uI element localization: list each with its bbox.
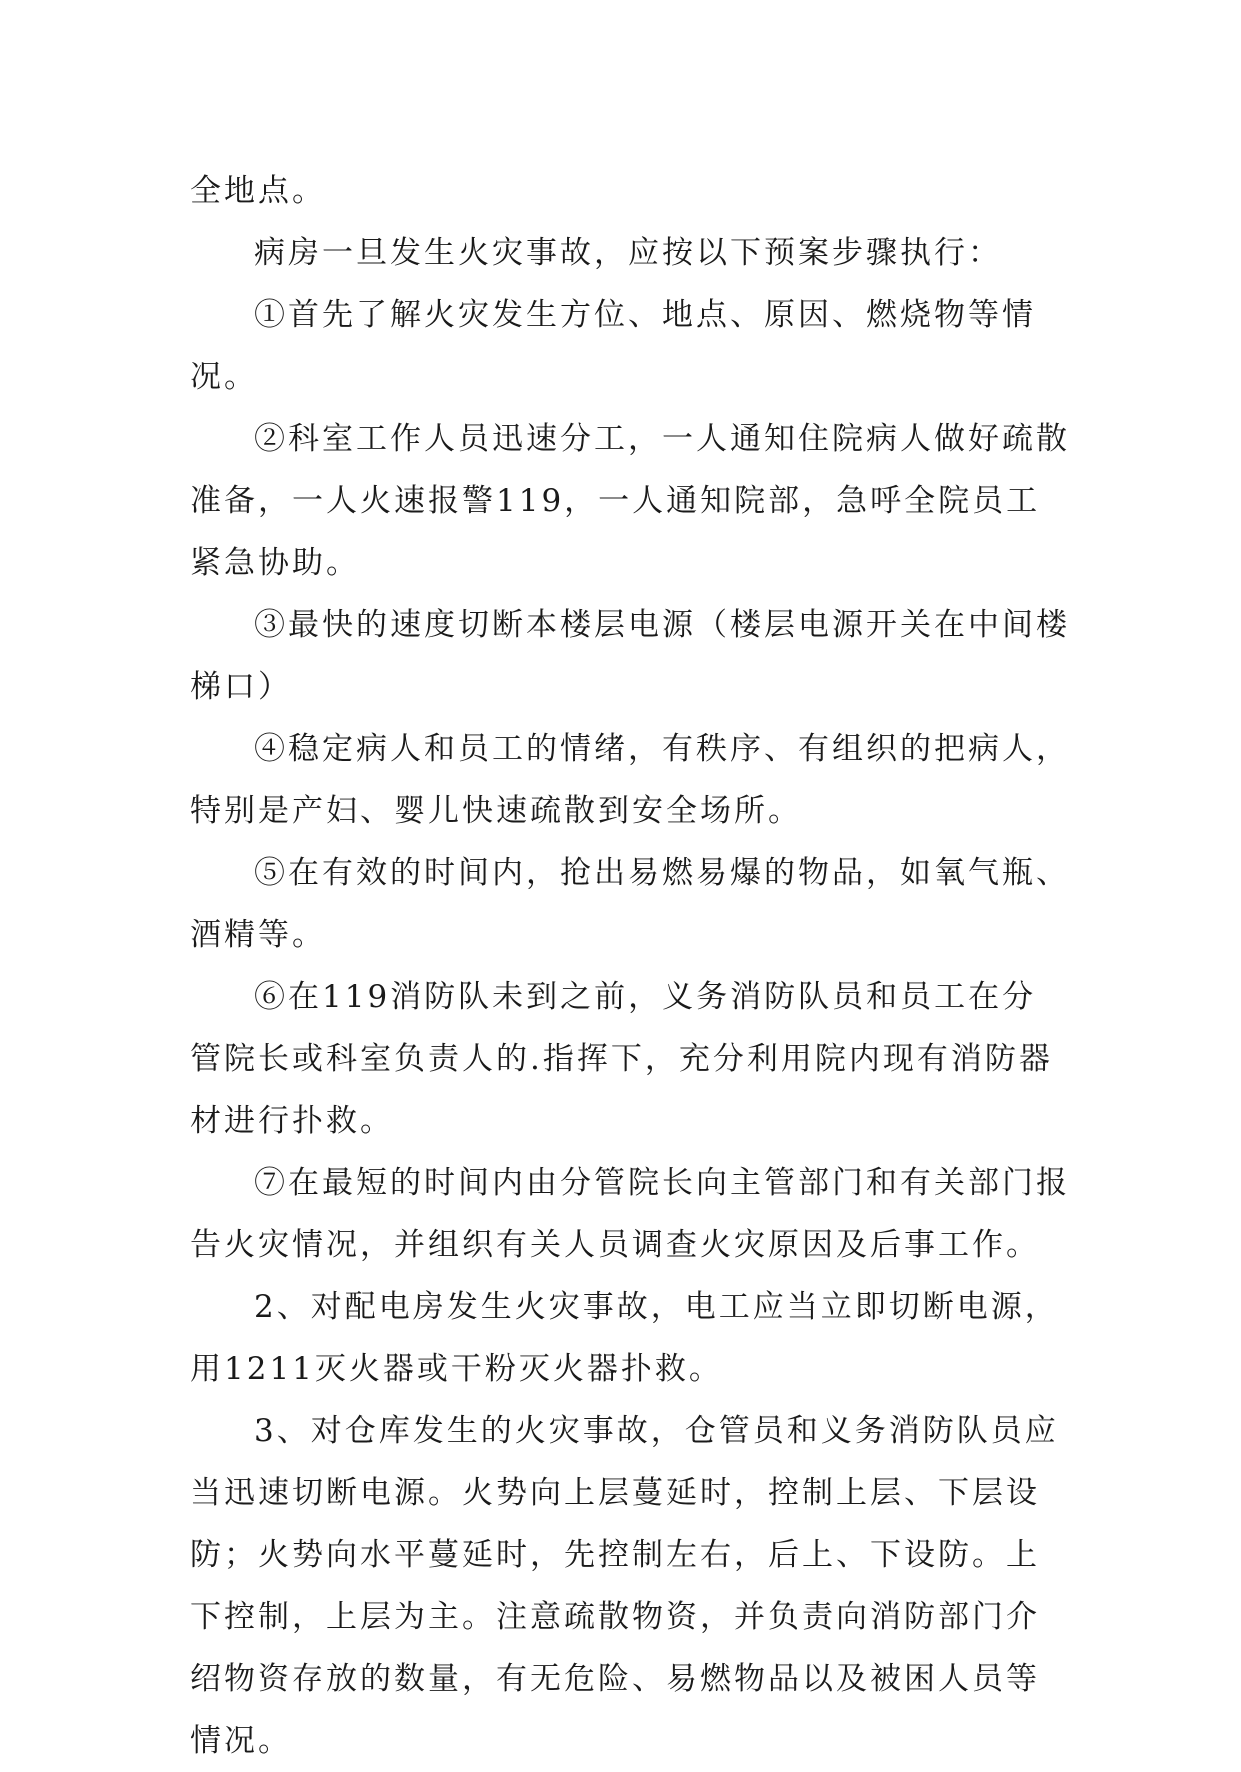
paragraph-step-5: ⑤在有效的时间内，抢出易燃易爆的物品，如氧气瓶、酒精等。	[190, 855, 1070, 953]
paragraph-intro: 病房一旦发生火灾事故，应按以下预案步骤执行：	[254, 235, 1002, 271]
paragraph-step-1: ①首先了解火灾发生方位、地点、原因、燃烧物等情况。	[190, 297, 1036, 395]
paragraph-step-6: ⑥在119消防队未到之前，义务消防队员和员工在分管院长或科室负责人的.指挥下，充分利用院内现有消防器材进行扑救。	[190, 979, 1053, 1139]
paragraph-step-4: ④稳定病人和员工的情绪，有秩序、有组织的把病人，特别是产妇、婴儿快速疏散到安全场所。	[190, 731, 1070, 829]
paragraph-step-7: ⑦在最短的时间内由分管院长向主管部门和有关部门报告火灾情况，并组织有关人员调查火灾原因及后事工作。	[190, 1165, 1070, 1263]
document-body	[190, 160, 1070, 1772]
paragraph-step-2: ②科室工作人员迅速分工，一人通知住院病人做好疏散准备，一人火速报警119，一人通知院部，急呼全院员工紧急协助。	[190, 421, 1070, 581]
paragraph-section-3: 3、对仓库发生的火灾事故，仓管员和义务消防队员应当迅速切断电源。火势向上层蔓延时，控制上层、下层设防；火势向水平蔓延时，先控制左右，后上、下设防。上下控制，上层为主。注意疏散物资，并负责向消防部门介绍物资存放的数量，有无危险、易燃物品以及被困人员等情况。	[190, 1413, 1059, 1759]
paragraph-step-3: ③最快的速度切断本楼层电源（楼层电源开关在中间楼梯口）	[190, 607, 1070, 705]
paragraph-continuation: 全地点。	[190, 173, 326, 209]
paragraph-section-2: 2、对配电房发生火灾事故，电工应当立即切断电源，用1211灭火器或干粉灭火器扑救。	[190, 1289, 1059, 1387]
